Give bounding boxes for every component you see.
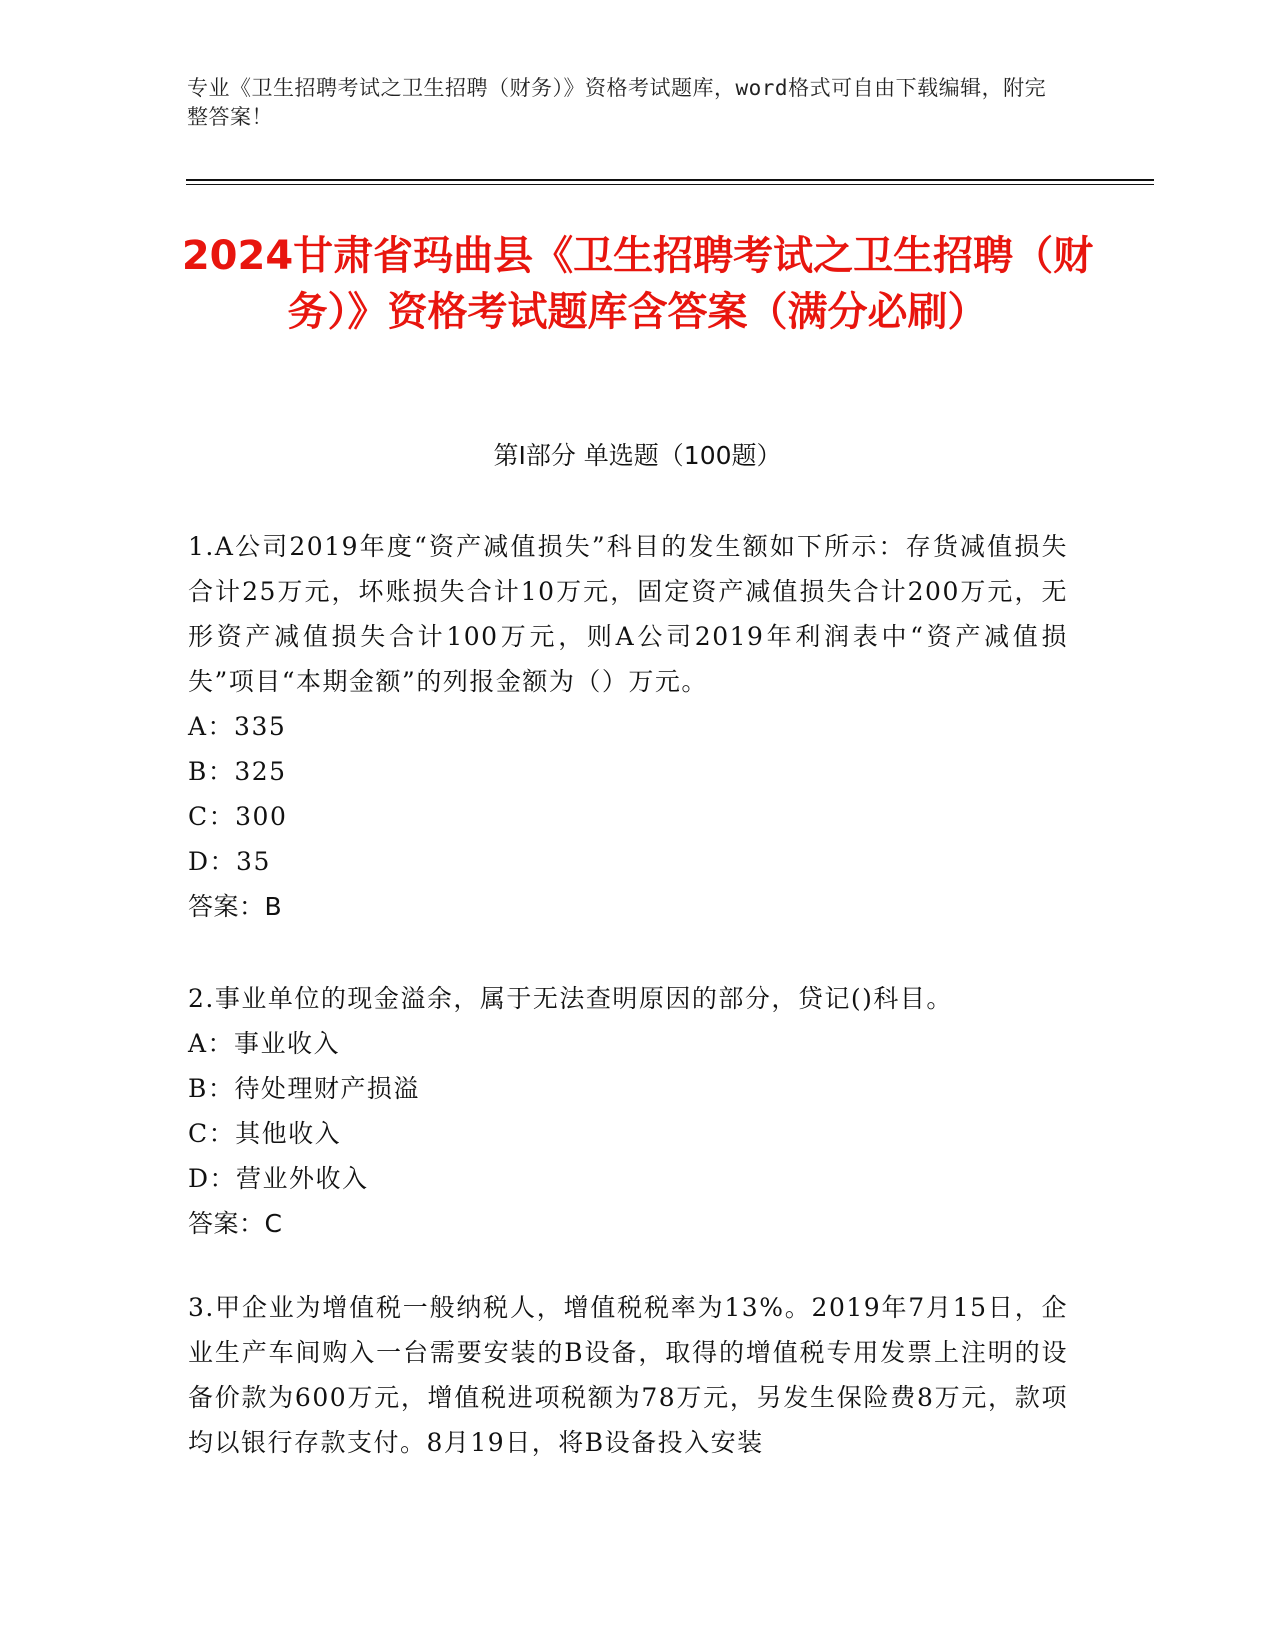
question-stem: 3.甲企业为增值税一般纳税人，增值税税率为13%。2019年7月15日，企业生产车间购入一台需要安装的B设备，取得的增值税专用发票上注明的设备价款为600万元，增值税进项税额为78万元，另发生保险费8万元，款项均以银行存款支付。8月19日，将B设备投入安装 xyxy=(188,1293,1068,1457)
question-1 xyxy=(188,524,1068,929)
header-divider xyxy=(186,179,1154,181)
option-d: D：35 xyxy=(188,847,271,876)
option-a: A：事业收入 xyxy=(188,1029,341,1058)
option-d: D：营业外收入 xyxy=(188,1164,369,1193)
option-b: B：325 xyxy=(188,757,287,786)
option-b: B：待处理财产损溢 xyxy=(188,1074,420,1103)
question-stem: 2.事业单位的现金溢余，属于无法查明原因的部分，贷记()科目。 xyxy=(188,984,953,1013)
header-note: 专业《卫生招聘考试之卫生招聘（财务）》资格考试题库，word格式可自由下载编辑，附完整答案！ xyxy=(187,76,1047,129)
question-3 xyxy=(188,1285,1068,1465)
answer: 答案：B xyxy=(188,892,283,921)
option-c: C：300 xyxy=(188,802,288,831)
answer: 答案：C xyxy=(188,1209,283,1238)
option-c: C：其他收入 xyxy=(188,1119,342,1148)
section-title: 第I部分 单选题（100题） xyxy=(493,441,782,470)
question-stem: 1.A公司2019年度“资产减值损失”科目的发生额如下所示：存货减值损失合计25万元，坏账损失合计10万元，固定资产减值损失合计200万元，无形资产减值损失合计100万元，则A公司2019年利润表中“资产减值损失”项目“本期金额”的列报金额为（）万元。 xyxy=(188,532,1068,696)
question-2 xyxy=(188,976,1068,1246)
document-title: 2024甘肃省玛曲县《卫生招聘考试之卫生招聘（财务）》资格考试题库含答案（满分必刷） xyxy=(181,233,1094,335)
header-divider-thin xyxy=(186,184,1154,185)
option-a: A：335 xyxy=(188,712,287,741)
